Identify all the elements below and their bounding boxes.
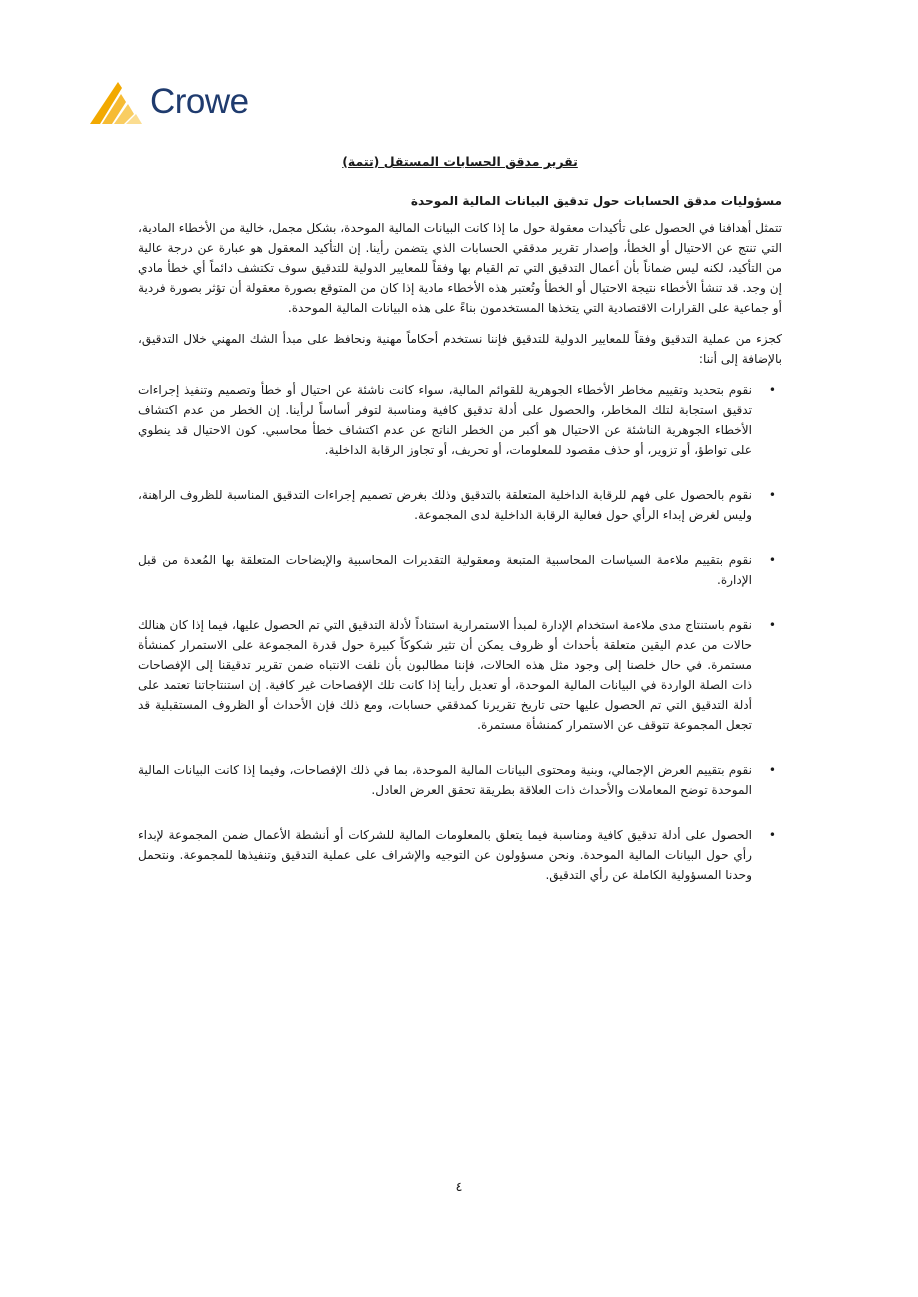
logo-wordmark: Crowe: [150, 82, 249, 121]
page-title: تقرير مدقق الحسابات المستقل (تتمة): [342, 154, 578, 169]
section-heading: مسؤوليات مدقق الحسابات حول تدقيق البيانات المالية الموحدة: [410, 194, 782, 208]
paragraph-intro: كجزء من عملية التدقيق وفقاً للمعايير الدولية للتدقيق فإننا نستخدم أحكاماً مهنية ونحافظ على مبدأ الشك المهني خلال التدقيق، بالإضافة إلى أننا:: [138, 332, 782, 366]
page-number: ٤: [455, 1180, 463, 1195]
list-item: • الحصول على أدلة تدقيق كافية ومناسبة فيما يتعلق بالمعلومات المالية للشركات أو أنشطة الأعمال ضمن المجموعة لإبداء رأي حول البيانات المالية الموحدة. ونحن مسؤولون عن التوجيه والإشراف على عملية التدقيق وتنفيذها للمجموعة. ونتحمل وحدنا المسؤولية الكاملة عن رأي التدقيق.: [138, 825, 752, 885]
list-item: • نقوم باستنتاج مدى ملاءمة استخدام الإدارة لمبدأ الاستمرارية استناداً لأدلة التدقيق التي تم الحصول عليها، فيما إذا كان هنالك حالات من عدم اليقين متعلقة بأحداث أو ظروف يمكن أن تثير شكوكاً كبيرة حول قدرة المجموعة على الاستمرار كمنشأة مستمرة. في حال خلصنا إلى وجود مثل هذه الحالات، فإننا مطالبون بأن نلفت الانتباه ضمن تقرير تدقيقنا إلى الإفصاحات ذات الصلة الواردة في البيانات المالية الموحدة، أو تعديل رأينا إذا كانت تلك الإفصاحات غير كافية. إن استنتاجاتنا تعتمد على أدلة التدقيق التي تم الحصول عليها حتى تاريخ تقريرنا كمدققي حسابات، ومع ذلك فإن الأحداث أو الظروف المستقبلية قد تجعل المجموعة تتوقف عن الاستمرار كمنشأة مستمرة.: [138, 615, 752, 735]
responsibilities-list: [138, 380, 782, 885]
list-item: • نقوم بالحصول على فهم للرقابة الداخلية المتعلقة بالتدقيق وذلك بغرض تصميم إجراءات التدقيق المناسبة للظروف الراهنة، وليس لغرض إبداء الرأي حول فعالية الرقابة الداخلية لدى المجموعة.: [138, 485, 752, 525]
list-item: • نقوم بتقييم ملاءمة السياسات المحاسبية المتبعة ومعقولية التقديرات المحاسبية والإيضاحات المتعلقة بها المُعدة من قبل الإدارة.: [138, 550, 752, 590]
list-item: • نقوم بتحديد وتقييم مخاطر الأخطاء الجوهرية للقوائم المالية، سواء كانت ناشئة عن احتيال أو خطأ وتصميم وتنفيذ إجراءات تدقيق استجابة لتلك المخاطر، والحصول على أدلة تدقيق كافية ومناسبة لتوفر أساساً لرأينا. إن الخطر من عدم اكتشاف الأخطاء الجوهرية الناشئة عن الاحتيال هو أكبر من الخطر الناتج عن عدم اكتشاف خطأ محاسبي. كون الاحتيال قد ينطوي على تواطؤ، أو تزوير، أو حذف مقصود للمعلومات، أو تحريف، أو تجاوز الرقابة الداخلية.: [138, 380, 752, 460]
crowe-logo: [88, 80, 258, 128]
list-item: • نقوم بتقييم العرض الإجمالي، وبنية ومحتوى البيانات المالية الموحدة، بما في ذلك الإفصاحات، وفيما إذا كانت البيانات المالية الموحدة توضح المعاملات والأحداث ذات العلاقة بطريقة تحقق العرض العادل.: [138, 760, 752, 800]
paragraph-objectives: تتمثل أهدافنا في الحصول على تأكيدات معقولة حول ما إذا كانت البيانات المالية الموحدة، بشكل مجمل، خالية من الأخطاء المادية، التي تنتج عن الاحتيال أو الخطأ، وإصدار تقرير مدققي الحسابات الذي يتضمن رأينا. إن التأكيد المعقول هو عبارة عن درجة عالية من التأكيد، لكنه ليس ضماناً بأن أعمال التدقيق التي تم القيام بها وفقاً للمعايير الدولية للتدقيق سوف تكتشف دائماً أي خطأ مادي إن وجد. قد تنشأ الأخطاء نتيجة الاحتيال أو الخطأ وتُعتبر هذه الأخطاء مادية إذا كان من المتوقع بصورة معقولة أن تؤثر بصورة فردية أو جماعية على القرارات الاقتصادية التي يتخذها المستخدمون بناءً على هذه البيانات المالية الموحدة.: [138, 221, 782, 315]
report-body: [138, 152, 782, 910]
crowe-logo-mark: [88, 80, 148, 126]
